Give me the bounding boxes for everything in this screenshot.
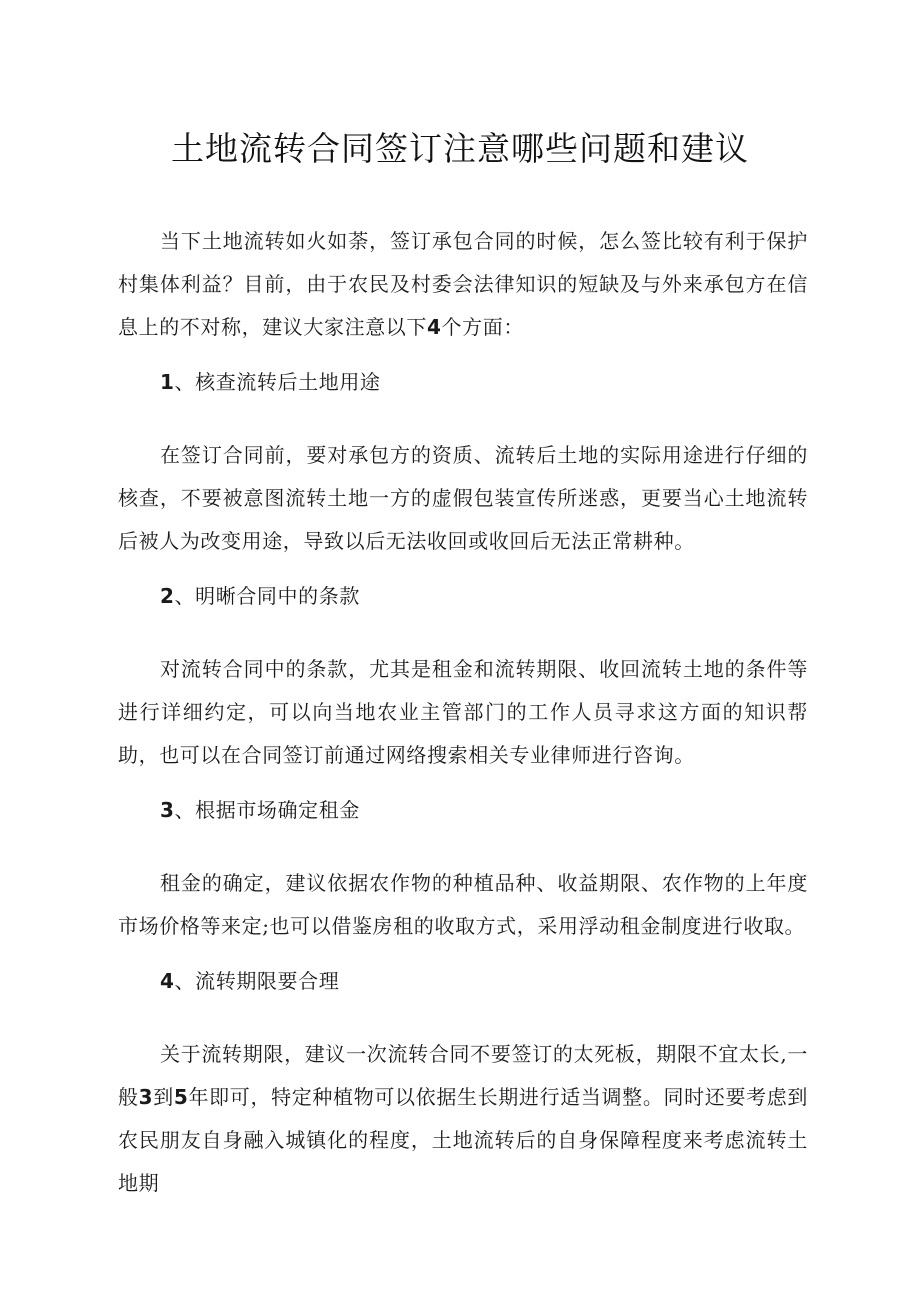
section-heading-2 <box>118 575 808 618</box>
section-title: 、根据市场确定租金 <box>174 798 360 822</box>
section-heading-4 <box>118 960 808 1003</box>
intro-count: 4 <box>427 315 442 339</box>
section-number: 2 <box>160 584 175 608</box>
intro-text-end: 个方面： <box>441 315 524 339</box>
section-body-text: 年即可，特定种植物可以依据生长期进行适当调整。同时还要考虑到农民朋友自身融入城镇化的程度，土地流转后的自身保障程度来考虑流转土地期 <box>118 1085 808 1195</box>
min-years: 3 <box>138 1085 154 1109</box>
section-number: 3 <box>160 798 175 822</box>
section-number: 1 <box>160 370 175 394</box>
section-heading-3 <box>118 789 808 832</box>
section-body-text: 关于流转期限，建议一次流转合同不要签订的太死板，期限不宜太长,一般 <box>118 1042 808 1109</box>
document-body <box>118 220 808 1217</box>
section-title: 、核查流转后土地用途 <box>174 370 381 394</box>
max-years: 5 <box>173 1085 189 1109</box>
section-body-4 <box>118 1033 808 1205</box>
section-body-3: 租金的确定，建议依据农作物的种植品种、收益期限、农作物的上年度市场价格等来定;也可以借鉴房租的收取方式，采用浮动租金制度进行收取。 <box>118 871 808 938</box>
page-title: 土地流转合同签订注意哪些问题和建议 <box>171 129 749 168</box>
section-heading-1 <box>118 361 808 404</box>
intro-paragraph <box>118 220 808 349</box>
intro-text: 当下土地流转如火如荼，签订承包合同的时候，怎么签比较有利于保护村集体利益？目前，由于农民及村委会法律知识的短缺及与外来承包方在信息上的不对称，建议大家注意以下 <box>118 229 808 339</box>
section-body-2: 对流转合同中的条款，尤其是租金和流转期限、收回流转土地的条件等进行详细约定，可以向当地农业主管部门的工作人员寻求这方面的知识帮助，也可以在合同签订前通过网络搜索相关专业律师进行咨询。 <box>118 657 808 767</box>
section-body-text: 到 <box>153 1085 174 1109</box>
section-title: 、流转期限要合理 <box>174 969 340 993</box>
section-body-1: 在签订合同前，要对承包方的资质、流转后土地的实际用途进行仔细的核查，不要被意图流转土地一方的虚假包装宣传所迷惑，更要当心土地流转后被人为改变用途，导致以后无法收回或收回后无法正常耕种。 <box>118 443 808 553</box>
section-title: 、明晰合同中的条款 <box>174 584 360 608</box>
section-number: 4 <box>160 969 175 993</box>
